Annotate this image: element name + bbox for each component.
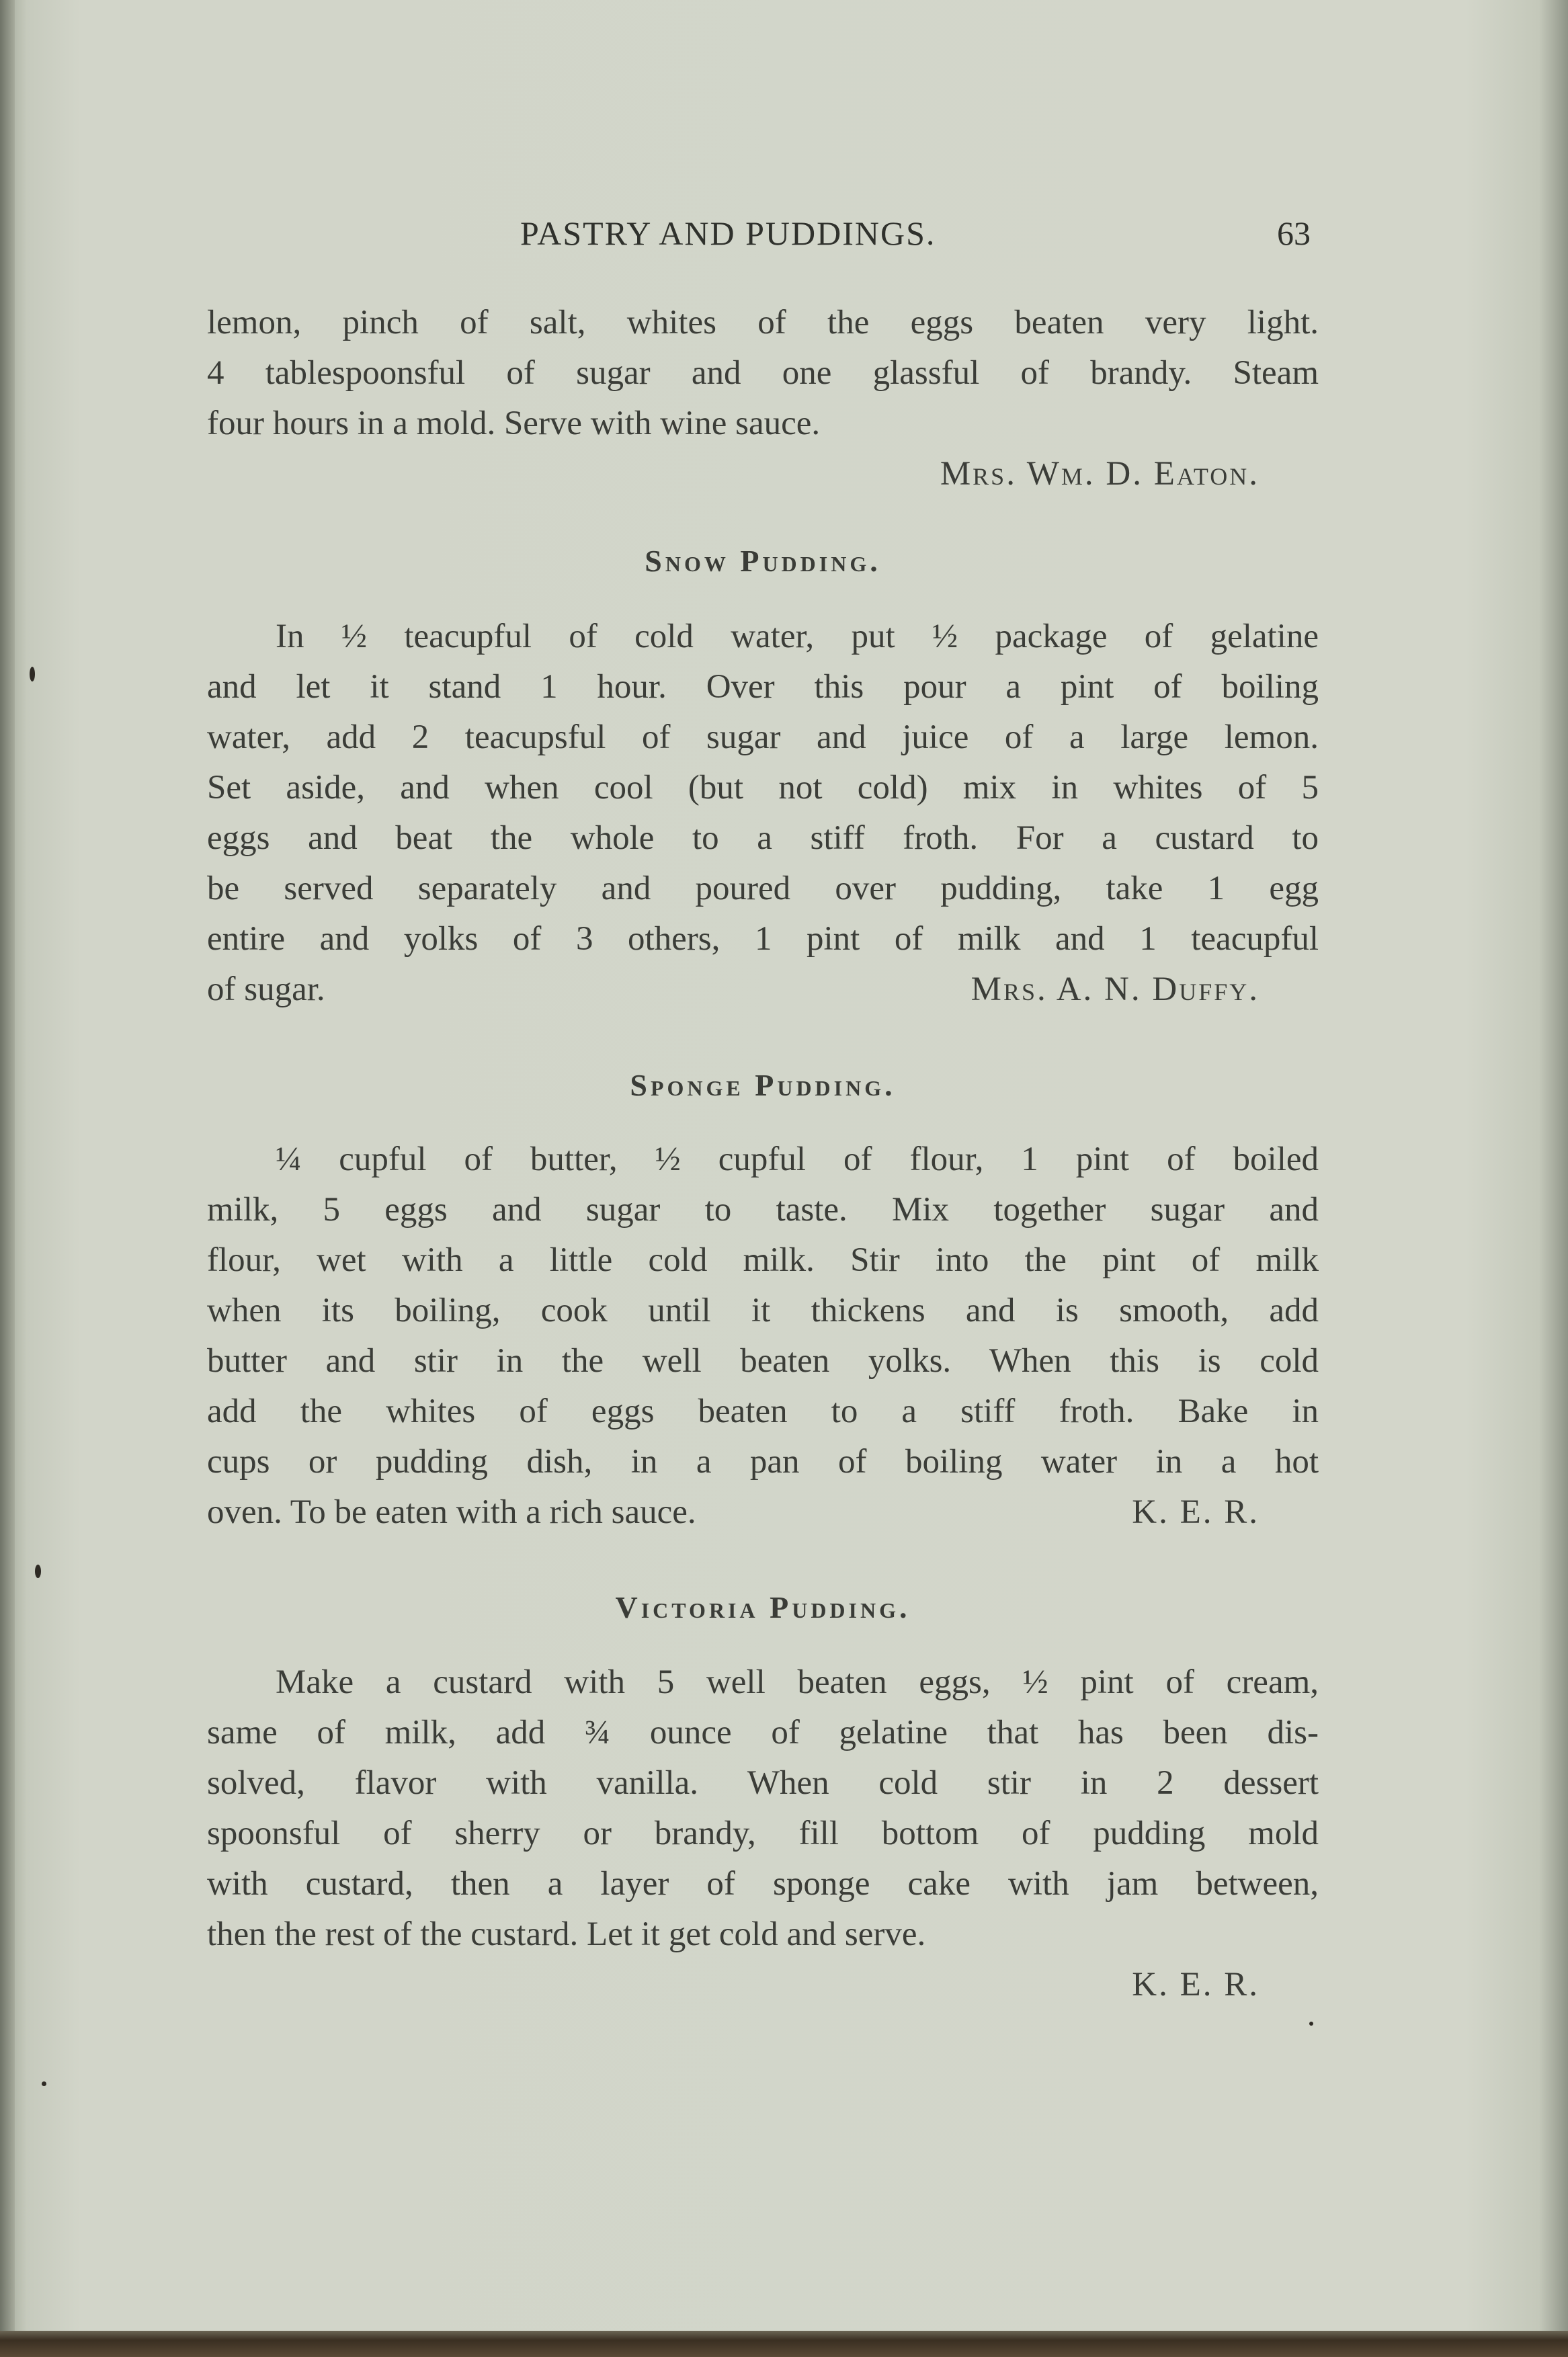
text-line: cups or pudding dish, in a pan of boiling water in a hot (207, 1443, 1319, 1481)
text-line: eggs and beat the whole to a stiff froth. For a custard to (207, 819, 1319, 857)
text-line: Set aside, and when cool (but not cold) mix in whites of 5 (207, 769, 1319, 807)
text-line: with custard, then a layer of sponge cake with jam between, (207, 1865, 1319, 1903)
signature: Mrs. Wm. D. Eaton. (940, 455, 1260, 493)
signature: Mrs. A. N. Duffy. (971, 970, 1260, 1008)
last-line-text: oven. To be eaten with a rich sauce. (207, 1493, 696, 1531)
text-line: flour, wet with a little cold milk. Stir into the pint of milk (207, 1241, 1319, 1279)
text-line: then the rest of the custard. Let it get cold and serve. (207, 1915, 926, 1953)
running-head: PASTRY AND PUDDINGS. (520, 214, 936, 252)
text-line: be served separately and poured over pudding, take 1 egg (207, 870, 1319, 907)
text-line: ¼ cupful of butter, ½ cupful of flour, 1 pint of boiled (276, 1141, 1319, 1178)
page-bottom-edge (0, 2331, 1568, 2357)
page-header (202, 208, 1311, 255)
text-line: butter and stir in the well beaten yolks. When this is cold (207, 1342, 1319, 1380)
text-line: when its boiling, cook until it thickens and is smooth, add (207, 1292, 1319, 1329)
ink-speck (30, 667, 35, 681)
text-line: add the whites of eggs beaten to a stiff froth. Bake in (207, 1393, 1319, 1430)
text-line: solved, flavor with vanilla. When cold stir in 2 dessert (207, 1764, 1319, 1802)
victoria-pudding-paragraph (207, 1657, 1319, 2010)
intro-paragraph (207, 298, 1319, 499)
ink-speck (35, 1565, 41, 1578)
text-line: spoonsful of sherry or brandy, fill bottom of pudding mold (207, 1815, 1319, 1852)
text-line (207, 964, 1319, 1015)
recipe-title-snow-pudding: Snow Pudding. (645, 544, 881, 578)
sponge-pudding-paragraph (207, 1134, 1319, 1538)
snow-pudding-paragraph (207, 612, 1319, 1015)
text-line: and let it stand 1 hour. Over this pour a pint of boiling (207, 668, 1319, 706)
recipe-title-victoria-pudding: Victoria Pudding. (615, 1590, 911, 1624)
last-line-text: of sugar. (207, 970, 325, 1008)
text-line: In ½ teacupful of cold water, put ½ package of gelatine (276, 618, 1319, 655)
text-line: milk, 5 eggs and sugar to taste. Mix together sugar and (207, 1191, 1319, 1229)
text-line: 4 tablespoonsful of sugar and one glassful of brandy. Steam (207, 354, 1319, 392)
page-number: 63 (1277, 214, 1311, 252)
signature: K. E. R. (1132, 1493, 1260, 1531)
text-line: lemon, pinch of salt, whites of the eggs beaten very light. (207, 304, 1319, 341)
ink-speck (42, 2081, 46, 2086)
recipe-title-sponge-pudding: Sponge Pudding. (630, 1068, 896, 1102)
signature: K. E. R. (1132, 1966, 1260, 2003)
ink-speck (1309, 2022, 1313, 2026)
text-line: water, add 2 teacupsful of sugar and juice of a large lemon. (207, 718, 1319, 756)
text-line: entire and yolks of 3 others, 1 pint of milk and 1 teacupful (207, 920, 1319, 958)
page-binding-edge (0, 0, 15, 2357)
text-line: Make a custard with 5 well beaten eggs, ½ pint of cream, (276, 1663, 1319, 1701)
text-line (207, 1487, 1319, 1538)
text-line: four hours in a mold. Serve with wine sauce. (207, 405, 821, 442)
text-line: same of milk, add ¾ ounce of gelatine that has been dis- (207, 1714, 1319, 1751)
